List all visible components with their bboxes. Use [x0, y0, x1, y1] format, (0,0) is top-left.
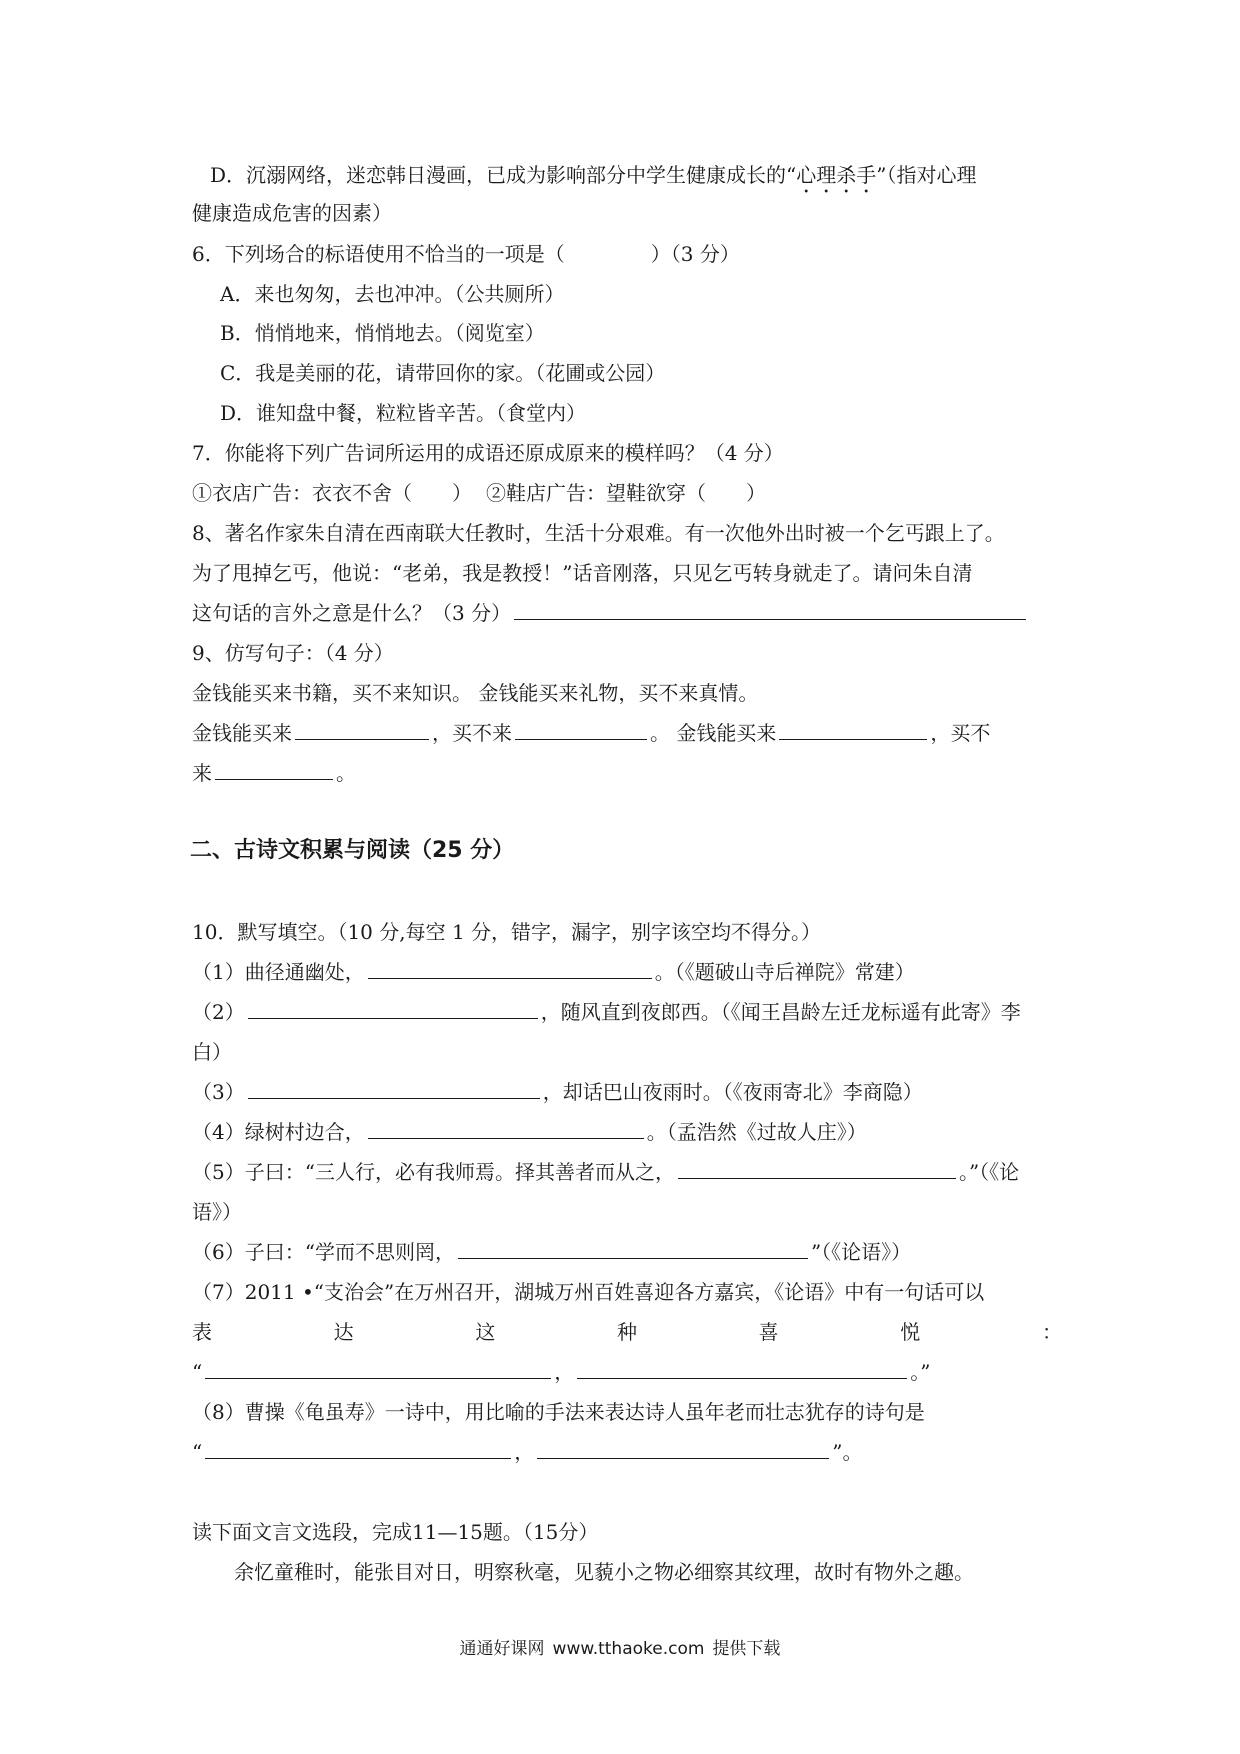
q9-text: ，买不	[930, 721, 991, 745]
q9-text: 。 金钱能买来	[650, 721, 777, 745]
q6-stem-text: 6．下列场合的标语使用不恰当的一项是（	[192, 242, 565, 266]
footer-note: 提供下载	[712, 1639, 781, 1659]
q10-text: ，	[514, 1440, 535, 1464]
q10-item-8-answers	[192, 1438, 1062, 1466]
q10-spread-char: 表	[192, 1320, 212, 1344]
q10-item-5-cont: 语》）	[192, 1200, 242, 1224]
q10-spread-char: 喜	[758, 1320, 779, 1344]
q6-option-c: C．我是美丽的花，请带回你的家。（花圃或公园）	[220, 361, 666, 385]
q10-blank-4[interactable]	[368, 1118, 644, 1139]
page-footer	[0, 1637, 1240, 1661]
q10-item-5	[192, 1158, 1062, 1186]
q10-item-7-spread	[192, 1318, 1062, 1346]
q7-item2-close: ）	[746, 481, 766, 505]
q10-text: （2）	[192, 1000, 245, 1024]
q10-text: ，	[554, 1360, 575, 1384]
q5-option-d-line1	[210, 161, 1080, 198]
q10-item-2	[192, 998, 1062, 1026]
q10-text: ，随风直到夜郎西。（《闻王昌龄左迁龙标遥有此寄》李	[540, 1000, 1021, 1024]
q8-answer-blank[interactable]	[514, 599, 1026, 620]
q10-text: （4）绿树村边合，	[192, 1120, 365, 1144]
q10-text: ”。	[832, 1440, 863, 1464]
q10-stem: 10．默写填空。（10 分,每空 1 分，错字，漏字，别字该空均不得分。）	[192, 920, 822, 944]
q10-text: 。”（《论	[958, 1160, 1020, 1184]
q6-option-b: B．悄悄地来，悄悄地去。（阅览室）	[220, 321, 545, 345]
q9-answer-line1	[192, 719, 1062, 747]
q10-text: “	[192, 1440, 203, 1464]
q10-item-7: （7）2011 •“支治会”在万州召开，湖城万州百姓喜迎各方嘉宾，《论语》中有一句话可以	[192, 1280, 985, 1304]
q9-answer-line2	[192, 759, 1062, 787]
q10-item-6	[192, 1238, 1062, 1266]
q10-spread-char: 这	[475, 1320, 496, 1344]
q10-blank-8b[interactable]	[537, 1438, 829, 1459]
q9-text: ，买不来	[432, 721, 512, 745]
q5-emphasized-term: 心理杀手	[796, 163, 877, 187]
q6-option-a: A．来也匆匆，去也冲冲。（公共厕所）	[220, 282, 565, 306]
q10-text: ，却话巴山夜雨时。（《夜雨寄北》李商隐）	[542, 1080, 923, 1104]
q9-example: 金钱能买来书籍，买不来知识。 金钱能买来礼物，买不来真情。	[192, 681, 759, 705]
q10-text: 。”	[910, 1360, 931, 1384]
q5-option-d-text: D．沉溺网络，迷恋韩日漫画，已成为影响部分中学生健康成长的“	[210, 163, 797, 187]
section-2-heading: 二、古诗文积累与阅读（25 分）	[190, 838, 515, 863]
q8-line2: 为了甩掉乞丐，他说：“老弟，我是教授！”话音刚落，只见乞丐转身就走了。请问朱自清	[192, 561, 973, 585]
q10-blank-7a[interactable]	[205, 1358, 551, 1379]
q10-blank-6[interactable]	[458, 1238, 808, 1259]
q7-item1-close: ）	[452, 481, 472, 505]
q9-text: 金钱能买来	[192, 721, 292, 745]
reading-instruction: 读下面文言文选段，完成11—15题。（15分）	[192, 1520, 599, 1544]
q10-blank-7b[interactable]	[577, 1358, 907, 1379]
q10-item-1	[192, 958, 1062, 986]
q10-blank-3[interactable]	[248, 1078, 540, 1099]
q9-blank-4[interactable]	[215, 759, 333, 780]
q10-blank-1[interactable]	[368, 958, 652, 979]
q7-item1: ①衣店广告：衣衣不舍（	[192, 481, 412, 505]
q9-blank-3[interactable]	[779, 719, 927, 740]
q8-line3	[192, 599, 1062, 627]
q5-option-d-line2: 健康造成危害的因素）	[192, 201, 392, 225]
q10-blank-5[interactable]	[678, 1158, 956, 1179]
q6-option-d: D．谁知盘中餐，粒粒皆辛苦。（食堂内）	[220, 401, 587, 425]
q10-text: （1）曲径通幽处，	[192, 960, 365, 984]
q10-item-7-answers	[192, 1358, 1062, 1386]
q10-blank-2[interactable]	[248, 998, 538, 1019]
q9-blank-1[interactable]	[295, 719, 429, 740]
q9-blank-2[interactable]	[515, 719, 647, 740]
q9-text: 来	[192, 761, 212, 785]
q10-text: “	[192, 1360, 203, 1384]
q6-stem-score: ）（3 分）	[650, 242, 740, 266]
q10-text: （5）子曰：“三人行，必有我师焉。择其善者而从之，	[192, 1160, 675, 1184]
q5-option-d-text-after: ”（指对心理	[876, 163, 977, 187]
q10-text: （3）	[192, 1080, 245, 1104]
q8-line1: 8、著名作家朱自清在西南联大任教时，生活十分艰难。有一次他外出时被一个乞丐跟上了。	[192, 521, 1005, 545]
q10-blank-8a[interactable]	[205, 1438, 511, 1459]
q8-question: 这句话的言外之意是什么？（3 分）	[192, 601, 512, 625]
reading-passage: 余忆童稚时，能张目对日，明察秋毫，见藐小之物必细察其纹理，故时有物外之趣。	[234, 1560, 974, 1584]
q10-text: ”（《论语》）	[810, 1240, 912, 1264]
q10-spread-char: ：	[1041, 1320, 1062, 1344]
q10-text: （6）子曰：“学而不思则罔，	[192, 1240, 455, 1264]
q7-stem: 7．你能将下列广告词所运用的成语还原成原来的模样吗？（4 分）	[192, 441, 784, 465]
q10-item-4	[192, 1118, 1062, 1146]
q10-spread-char: 悦	[900, 1320, 921, 1344]
q7-items	[192, 479, 1062, 507]
footer-url[interactable]: www.tthaoke.com	[552, 1639, 705, 1659]
q10-item-8: （8）曹操《龟虽寿》一诗中，用比喻的手法来表达诗人虽年老而壮志犹存的诗句是	[192, 1400, 925, 1424]
q10-spread-char: 种	[616, 1320, 637, 1344]
footer-site-name: 通通好课网	[459, 1639, 545, 1659]
q9-stem: 9、仿写句子：（4 分）	[192, 641, 394, 665]
q10-text: 。（《题破山寺后禅院》常建）	[654, 960, 915, 984]
q7-item2: ②鞋店广告：望鞋欲穿（	[486, 481, 706, 505]
q10-spread-char: 达	[333, 1320, 354, 1344]
q10-text: 。（孟浩然《过故人庄》）	[646, 1120, 867, 1144]
q10-item-3	[192, 1078, 1062, 1106]
q6-stem	[192, 240, 1062, 268]
q9-text: 。	[336, 761, 356, 785]
q10-item-2-cont: 白）	[192, 1040, 232, 1064]
